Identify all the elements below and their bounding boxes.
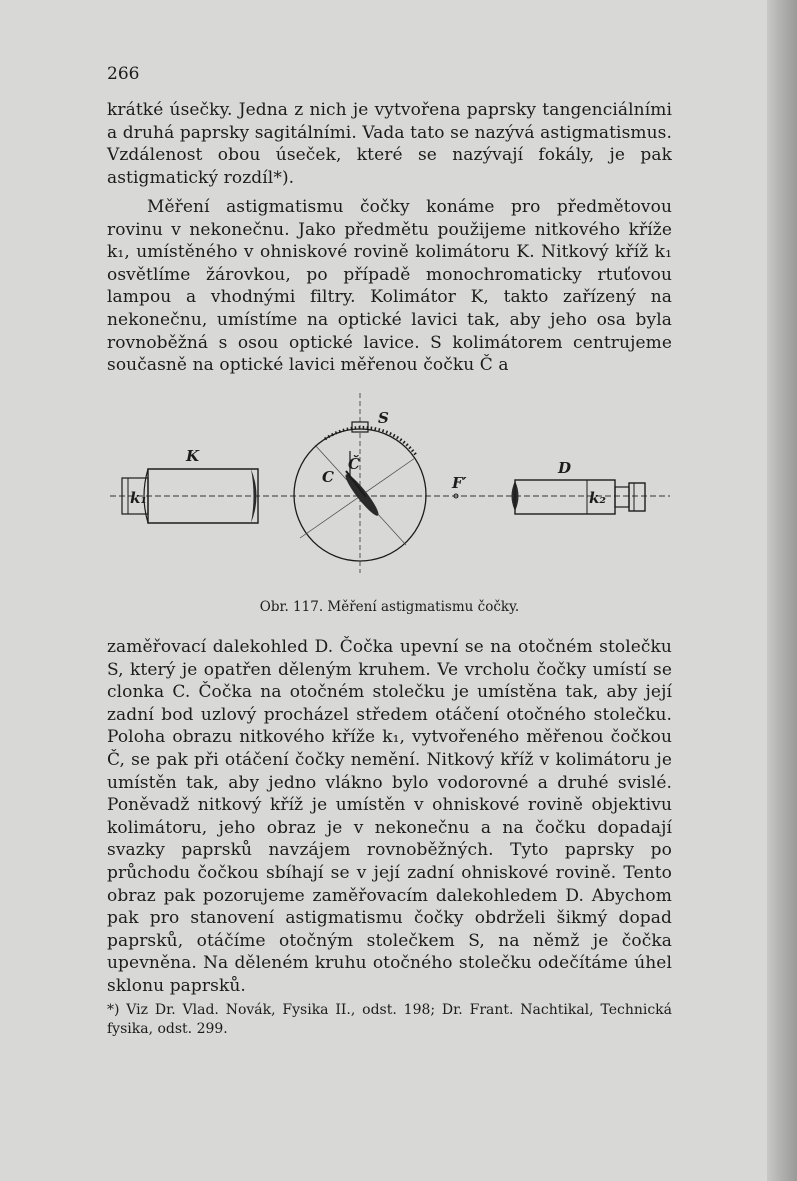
paragraph-3: zaměřovací dalekohled D. Čočka upevní se na otočném stolečku S, který je opatřen děleným kruhem. Ve vrcholu čočky umístí se clonka C. Čočka na otočném stolečku je umístěna tak, aby její zadní bod uzlový procházel středem otáčení otočného stolečku. Poloha obrazu nitkového kříže k₁, vytvořeného měřenou čočkou Č, se pak při otáčení čočky nemění. Nitkový kříž v kolimátoru je umístěn tak, aby jedno vlákno bylo vodorovné a druhé svislé. Poněvadž nitkový kříž je umístěn v ohniskové rovině objektivu kolimátoru, jeho obraz je v nekonečnu a na čočku dopadají svazky paprsků navzájem rovnoběžných. Tyto paprsky po průchodu čočkou sbíhají se v její zadní ohniskové rovině. Tento obraz pak pozorujeme zaměřovacím dalekohledem D. Abychom pak pro stanovení astigmatismu čočky obdrželi šikmý dopad paprsků, otáčíme otočným stolečkem S, na němž je čočka upevněna. Na děleném kruhu otočného stolečku odečítáme úhel sklonu paprsků. — [107, 637, 672, 996]
page-edge-shadow — [767, 0, 797, 1181]
paragraph-2: Měření astigmatismu čočky konáme pro předmětovou rovinu v nekonečnu. Jako předmětu použijeme nitkového kříže k₁, umístěného v ohniskové rovině kolimátoru K. Nitkový kříž k₁ osvětlíme žárovkou, po případě monochromaticky rtuťovou lampou a vhodnými filtry. Kolimátor K, takto zařízený na nekonečnu, umístíme na optické lavici tak, aby jeho osa byla rovnoběžná s osou optické lavice. S kolimátorem centrujeme současně na optické lavici měřenou čočku Č a — [107, 197, 672, 376]
figure-caption: Obr. 117. Měření astigmatismu čočky. — [259, 599, 520, 615]
label-k1: k₁ — [130, 489, 147, 507]
collimator-objective-lens — [251, 469, 257, 523]
label-C-hacek: Č — [348, 455, 360, 473]
page-number: 266 — [107, 64, 140, 84]
footnote: *) Viz Dr. Vlad. Novák, Fysika II., odst. 198; Dr. Frant. Nachtikal, Technická fysika, odst. 299. — [107, 1002, 672, 1037]
figure-117 — [110, 383, 675, 583]
tested-lens — [342, 471, 382, 518]
label-D: D — [558, 459, 572, 477]
label-K: K — [186, 447, 200, 465]
graduated-scale — [325, 427, 416, 455]
label-k2: k₂ — [589, 489, 606, 507]
label-C: C — [322, 468, 334, 486]
label-S: S — [378, 409, 389, 427]
label-F-prime: F′ — [452, 474, 467, 492]
paragraph-1: krátké úsečky. Jedna z nich je vytvořena paprsky tangenciálními a druhá paprsky sagitálními. Vada tato se nazývá astigmatismus. Vzdálenost obou úseček, které se nazývají fokály, je pak astigmatický rozdíl*). — [107, 100, 672, 188]
telescope-tube — [512, 480, 646, 514]
astigmatism-setup-diagram — [110, 383, 675, 583]
